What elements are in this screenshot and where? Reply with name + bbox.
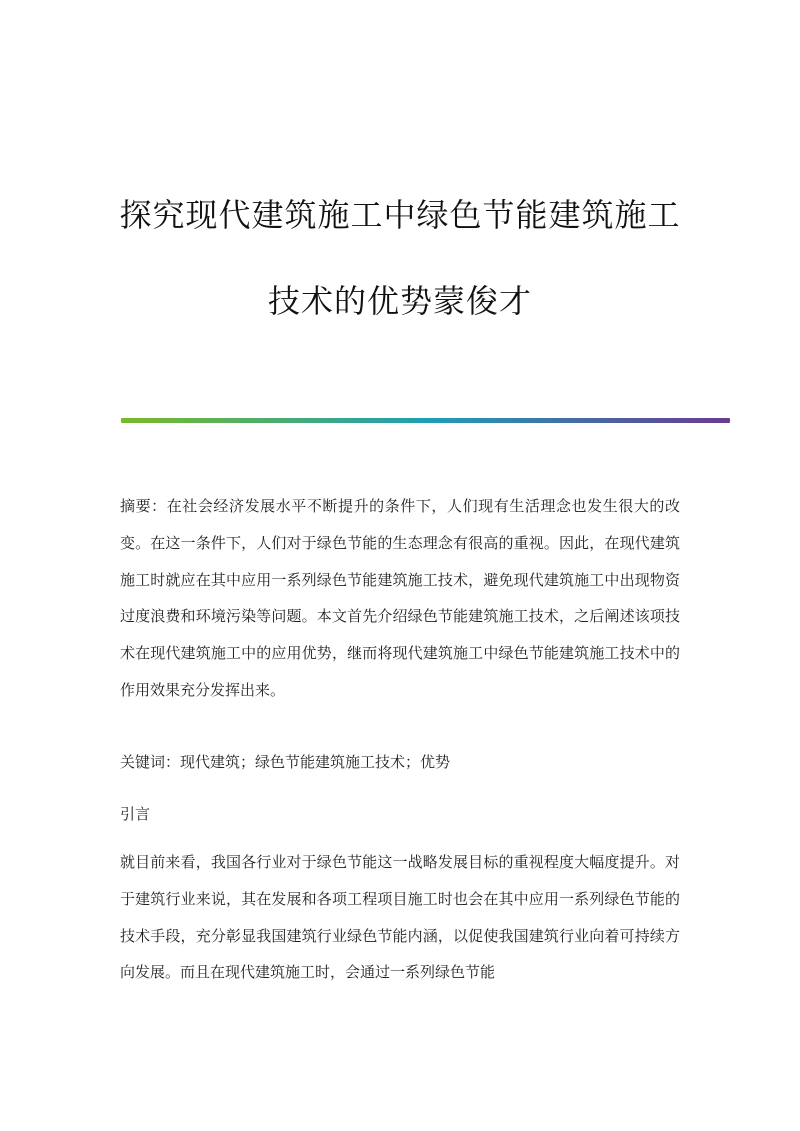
document-title-line-2: 技术的优势蒙俊才 <box>267 282 532 320</box>
section-heading-intro: 引言 <box>120 805 151 823</box>
keywords-line: 关键词：现代建筑；绿色节能建筑施工技术；优势 <box>120 753 451 771</box>
gradient-divider <box>121 418 730 423</box>
document-title-line-1: 探究现代建筑施工中绿色节能建筑施工 <box>119 196 681 234</box>
intro-paragraph: 就目前来看，我国各行业对于绿色节能这一战略发展目标的重视程度大幅度提升。对于建筑行业来说，其在发展和各项工程项目施工时也会在其中应用一系列绿色节能的技术手段，充分彰显我国建筑行业绿色节能内涵，以促使我国建筑行业向着可持续方向发展。而且在现代建筑施工时，会通过一系列绿色节能 <box>120 853 680 982</box>
abstract-paragraph: 摘要：在社会经济发展水平不断提升的条件下，人们现有生活理念也发生很大的改变。在这一条件下，人们对于绿色节能的生态理念有很高的重视。因此，在现代建筑施工时就应在其中应用一系列绿色节能建筑施工技术，避免现代建筑施工中出现物资过度浪费和环境污染等问题。本文首先介绍绿色节能建筑施工技术，之后阐述该项技术在现代建筑施工中的应用优势，继而将现代建筑施工中绿色节能建筑施工技术中的作用效果充分发挥出来。 <box>120 497 680 699</box>
